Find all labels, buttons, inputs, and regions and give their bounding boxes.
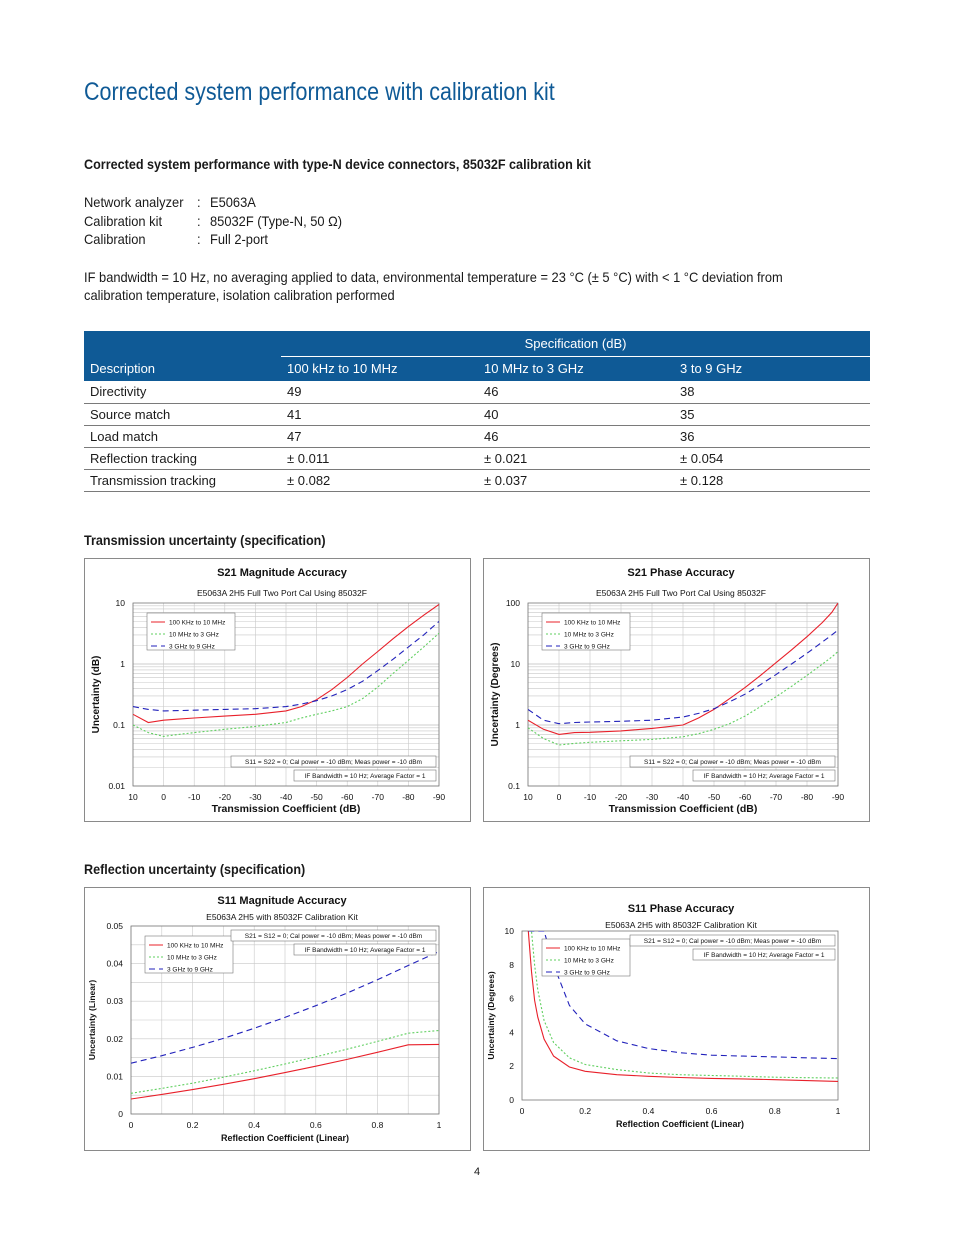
y-tick-label: 1: [120, 659, 125, 669]
chart-subtitle: E5063A 2H5 with 85032F Calibration Kit: [206, 912, 358, 922]
chart-panel-s21-magnitude: [84, 558, 471, 822]
chart-panel-s21-phase: [483, 558, 870, 822]
x-axis-label: Transmission Coefficient (dB): [608, 803, 758, 815]
note-text: S21 = S12 = 0; Cal power = -10 dBm; Meas power = -10 dBm: [643, 938, 822, 945]
x-tick-label: -90: [831, 792, 845, 802]
legend-label: 10 MHz to 3 GHz: [167, 954, 217, 962]
x-tick-label: -90: [432, 792, 446, 802]
legend-label: 100 KHz to 10 MHz: [169, 619, 226, 627]
table-cell: 35: [674, 403, 870, 425]
table-header-empty: [84, 331, 281, 356]
note-text: S21 = S12 = 0; Cal power = -10 dBm; Meas power = -10 dBm: [244, 933, 423, 940]
y-tick-label: 10: [504, 926, 514, 936]
y-tick-label: 0.1: [113, 720, 125, 730]
table-row: [84, 469, 870, 491]
y-tick-label: 6: [509, 993, 514, 1004]
setting-sep: :: [197, 194, 201, 210]
y-axis-label: Uncertainty (Degrees): [490, 642, 501, 747]
x-axis-label: Transmission Coefficient (dB): [211, 803, 361, 815]
x-tick-label: -30: [249, 792, 262, 802]
setting-sep: :: [197, 231, 201, 247]
x-tick-label: -70: [769, 792, 783, 802]
y-tick-label: 0.03: [106, 996, 123, 1007]
chart-title: S11 Phase Accuracy: [627, 903, 735, 915]
x-axis-label: Reflection Coefficient (Linear): [220, 1133, 350, 1143]
chart-s11-phase: [484, 888, 869, 1150]
table-cell: ± 0.128: [674, 469, 870, 491]
table-cell: Load match: [84, 425, 281, 447]
x-tick-label: -40: [279, 792, 293, 802]
x-tick-label: 0: [161, 792, 166, 802]
legend-label: 100 KHz to 10 MHz: [564, 619, 621, 627]
chart-subtitle: E5063A 2H5 Full Two Port Cal Using 85032F: [197, 588, 367, 598]
legend-label: 100 KHz to 10 MHz: [564, 945, 621, 953]
chart-panel-s11-phase: [483, 887, 870, 1151]
table-row: [84, 381, 870, 403]
table-cell: ± 0.011: [281, 447, 478, 469]
x-tick-label: 0.8: [768, 1106, 781, 1116]
table-cell: 38: [674, 381, 870, 403]
table-cell: 46: [478, 381, 674, 403]
x-tick-label: 10: [128, 792, 138, 802]
column-header: Description: [84, 356, 281, 381]
x-tick-label: -40: [676, 792, 690, 802]
x-tick-label: -60: [738, 792, 752, 802]
setting-value: E5063A: [210, 194, 256, 210]
note-text: S11 = S22 = 0; Cal power = -10 dBm; Meas power = -10 dBm: [245, 759, 422, 766]
chart-title: S11 Magnitude Accuracy: [217, 895, 347, 907]
legend-label: 10 MHz to 3 GHz: [169, 631, 219, 639]
y-tick-label: 0.02: [106, 1033, 123, 1044]
setting-sep: :: [197, 213, 201, 229]
y-axis-label: Uncertainty (Linear): [87, 979, 97, 1061]
conditions-line-1: IF bandwidth = 10 Hz, no averaging applied to data, environmental temperature = 23 °C (± 5 °C) with < 1 °C deviation from: [84, 269, 783, 285]
x-tick-label: -80: [800, 792, 814, 802]
chart-s11-magnitude: [85, 888, 470, 1150]
conditions-line-2: calibration temperature, isolation calibration performed: [84, 287, 395, 303]
table-cell: 40: [478, 403, 674, 425]
y-axis-label: Uncertainty (dB): [91, 655, 102, 734]
x-tick-label: -50: [707, 792, 721, 802]
table-cell: ± 0.021: [478, 447, 674, 469]
table-cell: Directivity: [84, 381, 281, 403]
x-tick-label: 0.2: [186, 1120, 199, 1130]
legend-label: 10 MHz to 3 GHz: [564, 957, 614, 965]
table-cell: 47: [281, 425, 478, 447]
note-text: IF Bandwidth = 10 Hz; Average Factor = 1: [304, 947, 426, 954]
note-text: IF Bandwidth = 10 Hz; Average Factor = 1: [304, 773, 426, 780]
chart-subtitle: E5063A 2H5 with 85032F Calibration Kit: [605, 920, 757, 930]
y-tick-label: 0.04: [106, 958, 123, 969]
chart-s21-phase: [484, 559, 869, 821]
chart-subtitle: E5063A 2H5 Full Two Port Cal Using 85032F: [596, 588, 766, 598]
table-cell: ± 0.037: [478, 469, 674, 491]
table-group-header: Specification (dB): [281, 331, 870, 356]
table-row: [84, 425, 870, 447]
legend-label: 100 KHz to 10 MHz: [167, 942, 224, 950]
y-tick-label: 0: [118, 1109, 123, 1119]
x-tick-label: 10: [523, 792, 533, 802]
x-tick-label: 0: [519, 1106, 525, 1116]
chart-title: S21 Magnitude Accuracy: [217, 567, 347, 579]
x-tick-label: 0.6: [309, 1120, 322, 1130]
note-text: S11 = S22 = 0; Cal power = -10 dBm; Meas power = -10 dBm: [644, 759, 821, 766]
x-tick-label: -10: [583, 792, 597, 802]
table-cell: 36: [674, 425, 870, 447]
setting-value: Full 2-port: [210, 231, 268, 247]
legend-label: 10 MHz to 3 GHz: [564, 631, 614, 639]
x-tick-label: -20: [614, 792, 628, 802]
x-tick-label: -70: [371, 792, 384, 802]
legend-label: 3 GHz to 9 GHz: [564, 643, 610, 651]
table-cell: Source match: [84, 403, 281, 425]
setting-key: Calibration: [84, 231, 146, 247]
x-tick-label: 0.6: [705, 1106, 718, 1116]
setting-key: Network analyzer: [84, 194, 184, 210]
table-group-header-row: [84, 331, 870, 356]
table-cell: Transmission tracking: [84, 469, 281, 491]
x-tick-label: -20: [218, 792, 231, 802]
chart-panel-s11-magnitude: [84, 887, 471, 1151]
table-cell: ± 0.054: [674, 447, 870, 469]
table-cell: 41: [281, 403, 478, 425]
legend-label: 3 GHz to 9 GHz: [169, 643, 215, 651]
x-tick-label: -60: [341, 792, 354, 802]
y-tick-label: 4: [509, 1027, 514, 1038]
x-tick-label: 0: [128, 1120, 134, 1130]
y-tick-label: 10: [115, 598, 125, 608]
chart-s21-magnitude: [85, 559, 470, 821]
legend-label: 3 GHz to 9 GHz: [564, 969, 610, 977]
page-number: 4: [473, 1166, 481, 1178]
page-title: Corrected system performance with calibration kit: [84, 78, 555, 106]
y-tick-label: 2: [509, 1061, 514, 1072]
x-tick-label: 0.4: [642, 1106, 655, 1116]
x-tick-label: 0.4: [248, 1120, 261, 1130]
setting-value: 85032F (Type-N, 50 Ω): [210, 213, 343, 229]
x-tick-label: -80: [402, 792, 415, 802]
y-tick-label: 0: [509, 1095, 514, 1105]
x-tick-label: 1: [436, 1120, 442, 1130]
setting-key: Calibration kit: [84, 213, 163, 229]
transmission-heading: Transmission uncertainty (specification): [84, 532, 326, 548]
x-tick-label: 0: [556, 792, 562, 802]
table-row: [84, 403, 870, 425]
y-axis-label: Uncertainty (Degrees): [486, 971, 496, 1060]
x-axis-label: Reflection Coefficient (Linear): [615, 1119, 745, 1129]
table-cell: 46: [478, 425, 674, 447]
chart-title: S21 Phase Accuracy: [627, 567, 735, 579]
x-tick-label: -10: [188, 792, 201, 802]
x-tick-label: -50: [310, 792, 323, 802]
table-cell: Reflection tracking: [84, 447, 281, 469]
note-text: IF Bandwidth = 10 Hz; Average Factor = 1: [703, 952, 825, 959]
column-header: 3 to 9 GHz: [674, 356, 870, 381]
table-row: [84, 447, 870, 469]
x-tick-label: 0.2: [579, 1106, 592, 1116]
y-tick-label: 1: [515, 720, 520, 730]
y-tick-label: 0.01: [106, 1071, 123, 1082]
x-tick-label: 0.8: [371, 1120, 384, 1130]
x-tick-label: -30: [645, 792, 659, 802]
x-tick-label: 1: [835, 1106, 841, 1116]
y-tick-label: 10: [510, 659, 520, 669]
y-tick-label: 0.1: [508, 781, 520, 791]
section-heading: Corrected system performance with type-N device connectors, 85032F calibration kit: [84, 156, 591, 172]
table-cell: 49: [281, 381, 478, 403]
y-tick-label: 0.05: [106, 921, 123, 931]
reflection-heading: Reflection uncertainty (specification): [84, 861, 306, 877]
note-text: IF Bandwidth = 10 Hz; Average Factor = 1: [703, 773, 825, 780]
y-tick-label: 100: [505, 598, 520, 608]
column-header: 10 MHz to 3 GHz: [478, 356, 674, 381]
spec-table: [84, 331, 870, 492]
table-cell: ± 0.082: [281, 469, 478, 491]
legend-label: 3 GHz to 9 GHz: [167, 966, 213, 974]
y-tick-label: 8: [509, 959, 514, 970]
column-header: 100 kHz to 10 MHz: [281, 356, 478, 381]
y-tick-label: 0.01: [108, 781, 125, 791]
table-header-row: [84, 356, 870, 381]
